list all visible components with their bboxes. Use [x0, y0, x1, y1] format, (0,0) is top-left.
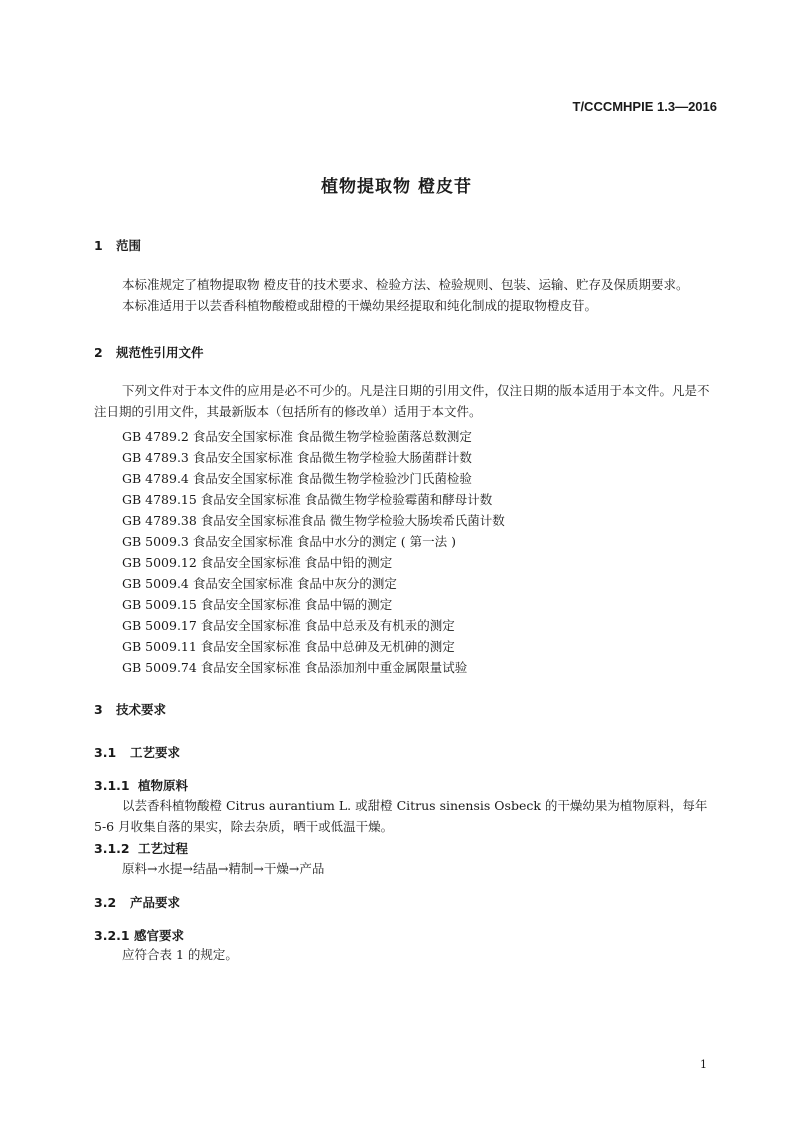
section-3-1-1-heading	[94, 776, 188, 794]
reference-item: GB 5009.3 食品安全国家标准 食品中水分的测定 ( 第一法 )	[122, 534, 457, 549]
reference-item: GB 4789.2 食品安全国家标准 食品微生物学检验菌落总数测定	[122, 429, 472, 444]
section-number: 1	[94, 238, 103, 253]
reference-item: GB 5009.17 食品安全国家标准 食品中总汞及有机汞的测定	[122, 618, 455, 633]
paragraph: 本标准适用于以芸香科植物酸橙或甜橙的干燥幼果经提取和纯化制成的提取物橙皮苷。	[122, 298, 598, 313]
reference-item: GB 5009.15 食品安全国家标准 食品中镉的测定	[122, 597, 393, 612]
section-3-2-heading	[94, 893, 180, 911]
paragraph: 本标准规定了植物提取物 橙皮苷的技术要求、检验方法、检验规则、包装、运输、贮存及保质期要求。	[122, 277, 689, 292]
document-title: 植物提取物 橙皮苷	[321, 177, 472, 197]
section-number: 3.1.2	[94, 841, 130, 856]
section-title: 感官要求	[134, 928, 185, 943]
section-number: 3.1	[94, 745, 117, 760]
section-title: 技术要求	[116, 702, 167, 717]
section-3-2-1-heading	[94, 926, 184, 944]
section-1-heading	[94, 236, 141, 254]
section-number: 3.1.1	[94, 778, 130, 793]
section-number: 3.2	[94, 895, 117, 910]
reference-item: GB 4789.15 食品安全国家标准 食品微生物学检验霉菌和酵母计数	[122, 492, 493, 507]
section-title: 工艺过程	[138, 841, 189, 856]
page-number: 1	[700, 1058, 707, 1071]
section-3-1-2-heading	[94, 839, 188, 857]
reference-item: GB 5009.74 食品安全国家标准 食品添加剂中重金属限量试验	[122, 660, 468, 675]
reference-item: GB 4789.38 食品安全国家标准食品 微生物学检验大肠埃希氏菌计数	[122, 513, 505, 528]
section-2-heading	[94, 343, 204, 361]
section-title: 规范性引用文件	[116, 345, 204, 360]
section-3-1-heading	[94, 743, 180, 761]
reference-item: GB 5009.11 食品安全国家标准 食品中总砷及无机砷的测定	[122, 639, 455, 654]
document-code: T/CCCMHPIE 1.3—2016	[572, 99, 717, 114]
section-number: 3.2.1	[94, 928, 130, 943]
paragraph: 下列文件对于本文件的应用是必不可少的。凡是注日期的引用文件，仅注日期的版本适用于本文件。凡是不注日期的引用文件，其最新版本（包括所有的修改单）适用于本文件。	[94, 383, 710, 419]
paragraph: 应符合表 1 的规定。	[122, 947, 238, 962]
section-number: 3	[94, 702, 103, 717]
reference-item: GB 5009.4 食品安全国家标准 食品中灰分的测定	[122, 576, 397, 591]
section-title: 范围	[116, 238, 142, 253]
reference-item: GB 4789.3 食品安全国家标准 食品微生物学检验大肠菌群计数	[122, 450, 472, 465]
reference-item: GB 4789.4 食品安全国家标准 食品微生物学检验沙门氏菌检验	[122, 471, 472, 486]
reference-item: GB 5009.12 食品安全国家标准 食品中铅的测定	[122, 555, 393, 570]
section-3-heading	[94, 700, 166, 718]
section-number: 2	[94, 345, 103, 360]
section-title: 工艺要求	[130, 745, 181, 760]
paragraph: 以芸香科植物酸橙 Citrus aurantium L. 或甜橙 Citrus sinensis Osbeck 的干燥幼果为植物原料，每年 5-6 月收集自落的果实，除去杂质，晒干或低温干燥。	[94, 798, 708, 834]
section-title: 植物原料	[138, 778, 189, 793]
section-title: 产品要求	[130, 895, 181, 910]
paragraph: 原料→水提→结晶→精制→干燥→产品	[122, 861, 325, 876]
